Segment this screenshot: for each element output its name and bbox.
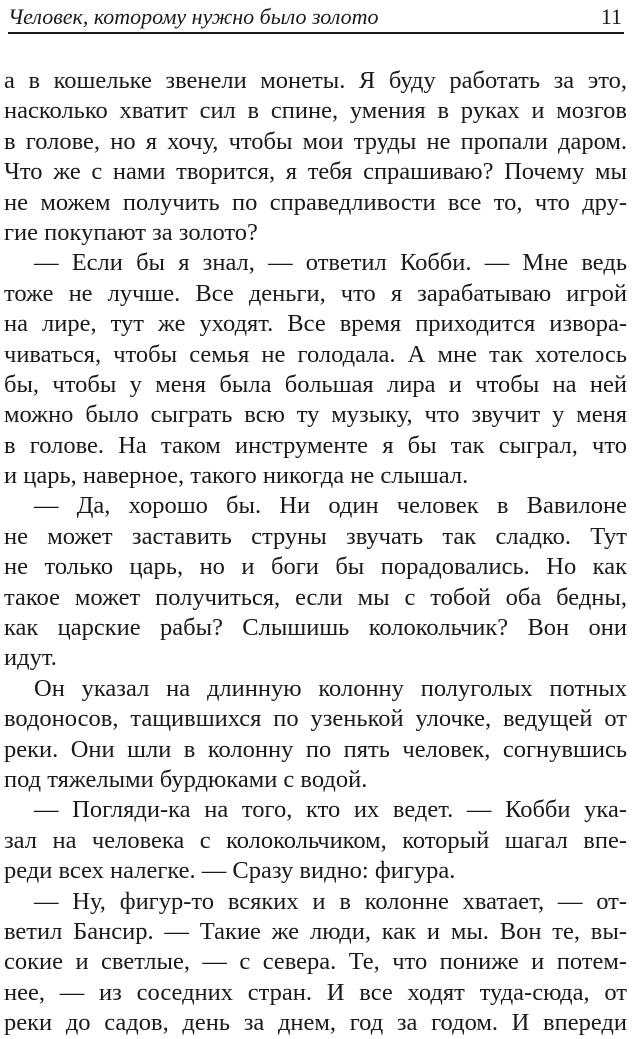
text-line: сокие и светлые, — с севера. Те, что пониже и потем- — [4, 948, 627, 976]
text-line: водоносов, тащившихся по узенькой улочке, ведущей от — [4, 705, 627, 733]
text-line: гие покупают за золото? — [4, 218, 258, 246]
text-line: зал на человека с колокольчиком, который шагал впе- — [4, 826, 627, 854]
text-line: Он указал на длинную колонну полуголых потных — [34, 674, 627, 702]
text-line: — Да, хорошо бы. Ни один человек в Вавилоне — [34, 492, 627, 520]
text-line: в голове, но я хочу, чтобы мои труды не пропали даром. — [4, 127, 627, 155]
text-line: — Ну, фигур-то всяких и в колонне хватает, — от- — [34, 887, 627, 915]
text-line: идут. — [4, 644, 57, 672]
text-line: чиваться, чтобы семья не голодала. А мне так хотелось — [4, 340, 627, 368]
text-line: как царские рабы? Слышишь колокольчик? Вон они — [4, 614, 627, 642]
body-text — [4, 66, 627, 1039]
text-line: в голове. На таком инструменте я бы так сыграл, что — [4, 431, 627, 459]
text-line: реди всех налегке. — Сразу видно: фигура. — [4, 857, 456, 885]
page-number: 11 — [600, 4, 622, 29]
text-line: а в кошельке звенели монеты. Я буду работать за это, — [4, 67, 627, 94]
running-title: Человек, которому нужно было золото — [8, 4, 379, 29]
text-line: реки. Они шли в колонну по пять человек, согнувшись — [4, 735, 627, 763]
text-line: — Если бы я знал, — ответил Кобби. — Мне ведь — [34, 249, 627, 277]
text-line: реки до садов, день за днем, год за годом. И впереди — [4, 1009, 627, 1037]
text-line: не только царь, но и боги бы порадовались. Но как — [4, 553, 627, 581]
text-line: под тяжелыми бурдюками с водой. — [4, 765, 368, 793]
text-line: нее, — из соседних стран. И все ходят туда-сюда, от — [4, 978, 627, 1006]
text-line: можно было сыграть всю ту музыку, что звучит у меня — [4, 401, 627, 429]
text-line: и царь, наверное, такого никогда не слышал. — [4, 462, 469, 490]
running-header — [8, 0, 624, 34]
text-line: Что же с нами творится, я тебя спрашиваю? Почему мы — [4, 158, 627, 186]
text-line: такое может получиться, если мы с тобой оба бедны, — [4, 583, 627, 611]
text-line: бы, чтобы у меня была большая лира и чтобы на ней — [4, 370, 627, 398]
text-line: — Погляди-ка на того, кто их ведет. — Кобби ука- — [34, 796, 627, 824]
text-line: на лире, тут же уходят. Все время приходится изворa- — [4, 310, 627, 338]
text-line: не можем получить по справедливости все то, что дру- — [4, 188, 627, 216]
text-line: насколько хватит сил в спине, умения в руках и мозгов — [4, 97, 627, 125]
text-line: не может заставить струны звучать так сладко. Тут — [4, 522, 627, 550]
text-line: ветил Бансир. — Такие же люди, как и мы. Вон те, вы- — [4, 917, 627, 945]
text-line: тоже не лучше. Все деньги, что я зарабатываю игрой — [4, 279, 627, 307]
